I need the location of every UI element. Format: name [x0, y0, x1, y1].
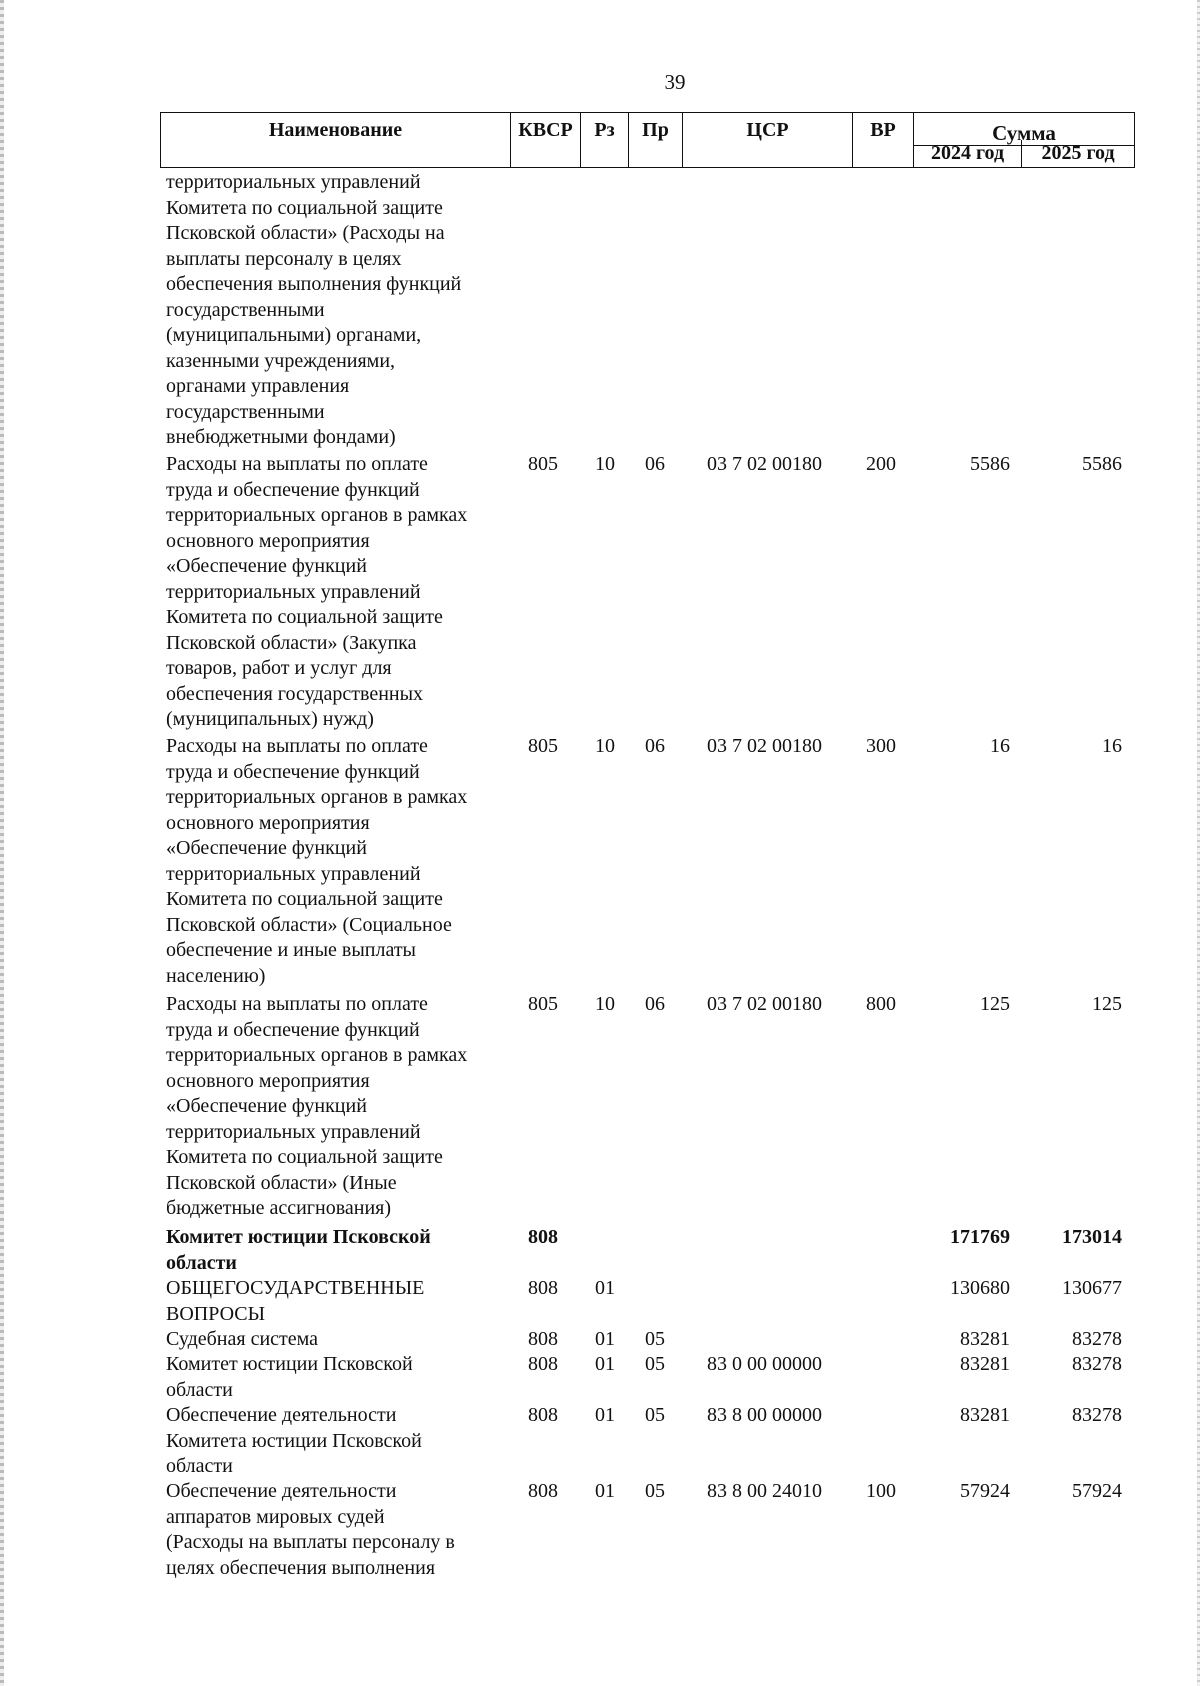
row-sum-2024: 83281 [960, 1353, 1010, 1375]
row-csr: 83 8 00 24010 [707, 1480, 822, 1502]
row-kvsr: 805 [528, 993, 558, 1015]
header-kvsr: КВСР [511, 113, 581, 167]
header-sum: Сумма [914, 121, 1134, 146]
header-csr: ЦСР [683, 113, 853, 167]
row-pr: 06 [645, 993, 665, 1015]
header-year-2024: 2024 год [914, 140, 1022, 167]
row-sum-2024: 83281 [960, 1328, 1010, 1350]
header-sum-group [914, 113, 1134, 167]
row-vr: 200 [866, 453, 896, 475]
header-vr: ВР [853, 113, 914, 167]
header-rz: Рз [581, 113, 629, 167]
row-name: Расходы на выплаты по оплате труда и обеспечение функций территориальных органов в рамках основного мероприятия «Обеспечение функций территориальных управлений Комитета по социальной защите Псковской области» (Закупка товаров, работ и услуг для обеспечения государственных (муниципальных) нужд) [166, 453, 468, 730]
row-rz: 01 [595, 1480, 615, 1502]
page-number: 39 [664, 70, 686, 94]
row-sum-2025: 83278 [1072, 1328, 1122, 1350]
row-kvsr: 805 [528, 735, 558, 757]
row-name: Обеспечение деятельности Комитета юстиции Псковской области [166, 1404, 422, 1477]
row-sum-2024: 16 [990, 735, 1010, 757]
row-csr: 03 7 02 00180 [707, 453, 822, 475]
row-name: Расходы на выплаты по оплате труда и обеспечение функций территориальных органов в рамках основного мероприятия «Обеспечение функций территориальных управлений Комитета по социальной защите Псковской области» (Иные бюджетные ассигнования) [166, 993, 468, 1219]
row-sum-2024: 130680 [950, 1277, 1010, 1299]
row-rz: 01 [595, 1353, 615, 1375]
row-rz: 01 [595, 1328, 615, 1350]
row-pr: 05 [645, 1328, 665, 1350]
row-sum-2025: 57924 [1072, 1480, 1122, 1502]
row-name: Расходы на выплаты по оплате труда и обеспечение функций территориальных органов в рамках основного мероприятия «Обеспечение функций территориальных управлений Комитета по социальной защите Псковской области» (Социальное обеспечение и иные выплаты населению) [166, 735, 468, 987]
row-sum-2025: 16 [1102, 735, 1122, 757]
row-name: территориальных управлений Комитета по социальной защите Псковской области» (Расходы на выплаты персоналу в целях обеспечения выполнения функций государственными (муниципальными) органами, казенными учреждениями, органами управления государственными внебюджетными фондами) [166, 171, 462, 448]
row-sum-2025: 83278 [1072, 1404, 1122, 1426]
row-kvsr: 808 [528, 1353, 558, 1375]
row-csr: 83 8 00 00000 [707, 1404, 822, 1426]
row-kvsr: 808 [528, 1277, 558, 1299]
row-sum-2025: 173014 [1062, 1226, 1122, 1248]
row-name: Обеспечение деятельности аппаратов мировых судей (Расходы на выплаты персоналу в целях обеспечения выполнения [166, 1480, 455, 1579]
header-pr: Пр [629, 113, 683, 167]
row-csr: 03 7 02 00180 [707, 735, 822, 757]
row-sum-2025: 125 [1092, 993, 1122, 1015]
row-rz: 10 [595, 993, 615, 1015]
row-kvsr: 808 [528, 1480, 558, 1502]
row-name: Комитет юстиции Псковской области [166, 1353, 413, 1401]
row-sum-2024: 5586 [970, 453, 1010, 475]
row-rz: 01 [595, 1404, 615, 1426]
row-vr: 100 [866, 1480, 896, 1502]
row-csr: 83 0 00 00000 [707, 1353, 822, 1375]
row-kvsr: 808 [528, 1226, 558, 1248]
row-sum-2025: 130677 [1062, 1277, 1122, 1299]
row-sum-2025: 5586 [1082, 453, 1122, 475]
row-sum-2024: 57924 [960, 1480, 1010, 1502]
table-header [160, 112, 1135, 168]
row-pr: 06 [645, 735, 665, 757]
row-sum-2024: 83281 [960, 1404, 1010, 1426]
row-kvsr: 808 [528, 1328, 558, 1350]
row-kvsr: 805 [528, 453, 558, 475]
row-name: Комитет юстиции Псковской области [166, 1226, 431, 1274]
row-pr: 05 [645, 1480, 665, 1502]
header-year-2025: 2025 год [1041, 142, 1115, 164]
row-vr: 300 [866, 735, 896, 757]
row-sum-2025: 83278 [1072, 1353, 1122, 1375]
row-pr: 05 [645, 1353, 665, 1375]
row-rz: 01 [595, 1277, 615, 1299]
row-rz: 10 [595, 735, 615, 757]
header-name: Наименование [161, 113, 511, 167]
row-name: Судебная система [166, 1328, 319, 1350]
row-vr: 800 [866, 993, 896, 1015]
scan-edge-left [0, 0, 4, 1686]
row-pr: 06 [645, 453, 665, 475]
row-name: ОБЩЕГОСУДАРСТВЕННЫЕ ВОПРОСЫ [166, 1277, 425, 1325]
row-sum-2024: 171769 [950, 1226, 1010, 1248]
row-rz: 10 [595, 453, 615, 475]
row-sum-2024: 125 [980, 993, 1010, 1015]
row-csr: 03 7 02 00180 [707, 993, 822, 1015]
row-pr: 05 [645, 1404, 665, 1426]
row-kvsr: 808 [528, 1404, 558, 1426]
